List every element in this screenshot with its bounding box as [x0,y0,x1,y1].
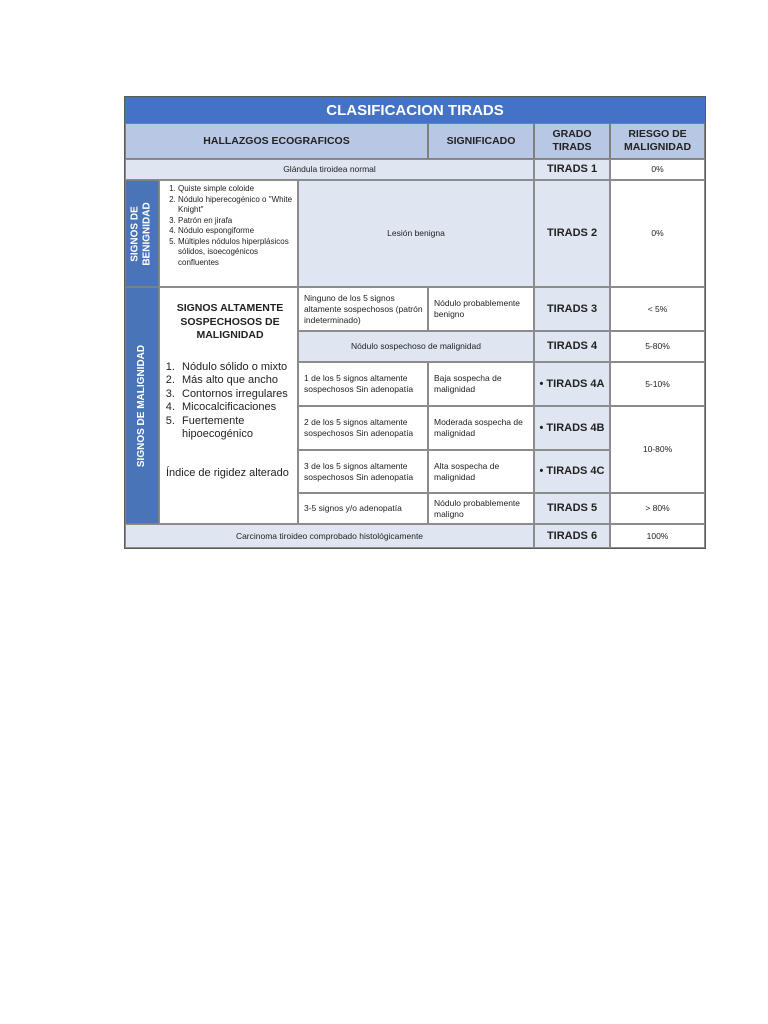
row3-grado: TIRADS 3 [534,287,610,331]
row1-hallazgo: Glándula tiroidea normal [125,159,534,180]
row6-hallazgo: Carcinoma tiroideo comprobado histológicamente [125,524,534,548]
row4b-significado: Moderada sospecha de malignidad [428,406,534,450]
malignant-item: 3. Contornos irregulares [178,388,293,402]
row4-riesgo: 5-80% [610,331,705,362]
row4c-hallazgo: 3 de los 5 signos altamente sospechosos Sin adenopatía [298,450,428,493]
benign-item: 4. Nódulo espongiforme [178,226,295,237]
row4a-riesgo: 5-10% [610,362,705,406]
row4a-significado: Baja sospecha de malignidad [428,362,534,406]
benign-item: 2. Nódulo hiperecogénico o "White Knight" [178,195,295,216]
row5-hallazgo: 3-5 signos y/o adenopatía [298,493,428,524]
header-riesgo: RIESGO DE MALIGNIDAD [610,123,705,159]
malignant-side-label: SIGNOS DE MALIGNIDAD [136,344,148,467]
malignant-item: 2. Más alto que ancho [178,374,293,388]
malignant-heading: SIGNOS ALTAMENTE SOSPECHOSOS DE MALIGNIDAD [176,302,284,341]
row4c-significado: Alta sospecha de malignidad [428,450,534,493]
row6-riesgo: 100% [610,524,705,548]
row1-grado: TIRADS 1 [534,159,610,180]
header-hallazgos: HALLAZGOS ECOGRAFICOS [125,123,428,159]
row2-grado: TIRADS 2 [534,180,610,287]
header-grado: GRADO TIRADS [534,123,610,159]
malignant-panel [159,287,298,524]
row1-riesgo: 0% [610,159,705,180]
benign-side-label: SIGNOS DE BENIGNIDAD [130,201,154,266]
row2-riesgo: 0% [610,180,705,287]
benign-item: 1. Quiste simple coloide [178,184,295,195]
malignant-extra: Índice de rigidez alterado [166,466,289,479]
row3-significado: Nódulo probablemente benigno [428,287,534,331]
row4c-grado: • TIRADS 4C [534,450,610,493]
row5-significado: Nódulo probablemente maligno [428,493,534,524]
row2-significado: Lesión benigna [298,180,534,287]
malignant-item: 5. Fuertemente hipoecogénico [178,415,293,442]
benign-item: 3. Patrón en jirafa [178,216,295,227]
row4a-grado: • TIRADS 4A [534,362,610,406]
row4b-hallazgo: 2 de los 5 signos altamente sospechosos Sin adenopatía [298,406,428,450]
row4b-grado: • TIRADS 4B [534,406,610,450]
row5-grado: TIRADS 5 [534,493,610,524]
malignant-sidebar [125,287,159,524]
row4bc-riesgo: 10-80% [610,406,705,493]
malignant-item: 4. Micocalcificaciones [178,401,293,415]
header-significado: SIGNIFICADO [428,123,534,159]
row5-riesgo: > 80% [610,493,705,524]
row4-hallazgo: Nódulo sospechoso de malignidad [298,331,534,362]
row3-riesgo: < 5% [610,287,705,331]
row4a-hallazgo: 1 de los 5 signos altamente sospechosos Sin adenopatía [298,362,428,406]
malignant-item: 1. Nódulo sólido o mixto [178,361,293,375]
row6-grado: TIRADS 6 [534,524,610,548]
benign-list [159,180,298,287]
benign-sidebar [125,180,159,287]
row4-grado: TIRADS 4 [534,331,610,362]
row3-hallazgo: Ninguno de los 5 signos altamente sospechosos (patrón indeterminado) [298,287,428,331]
table-title: CLASIFICACION TIRADS [125,97,705,123]
benign-item: 5. Múltiples nódulos hiperplásicos sólidos, isoecogénicos confluentes [178,237,295,269]
